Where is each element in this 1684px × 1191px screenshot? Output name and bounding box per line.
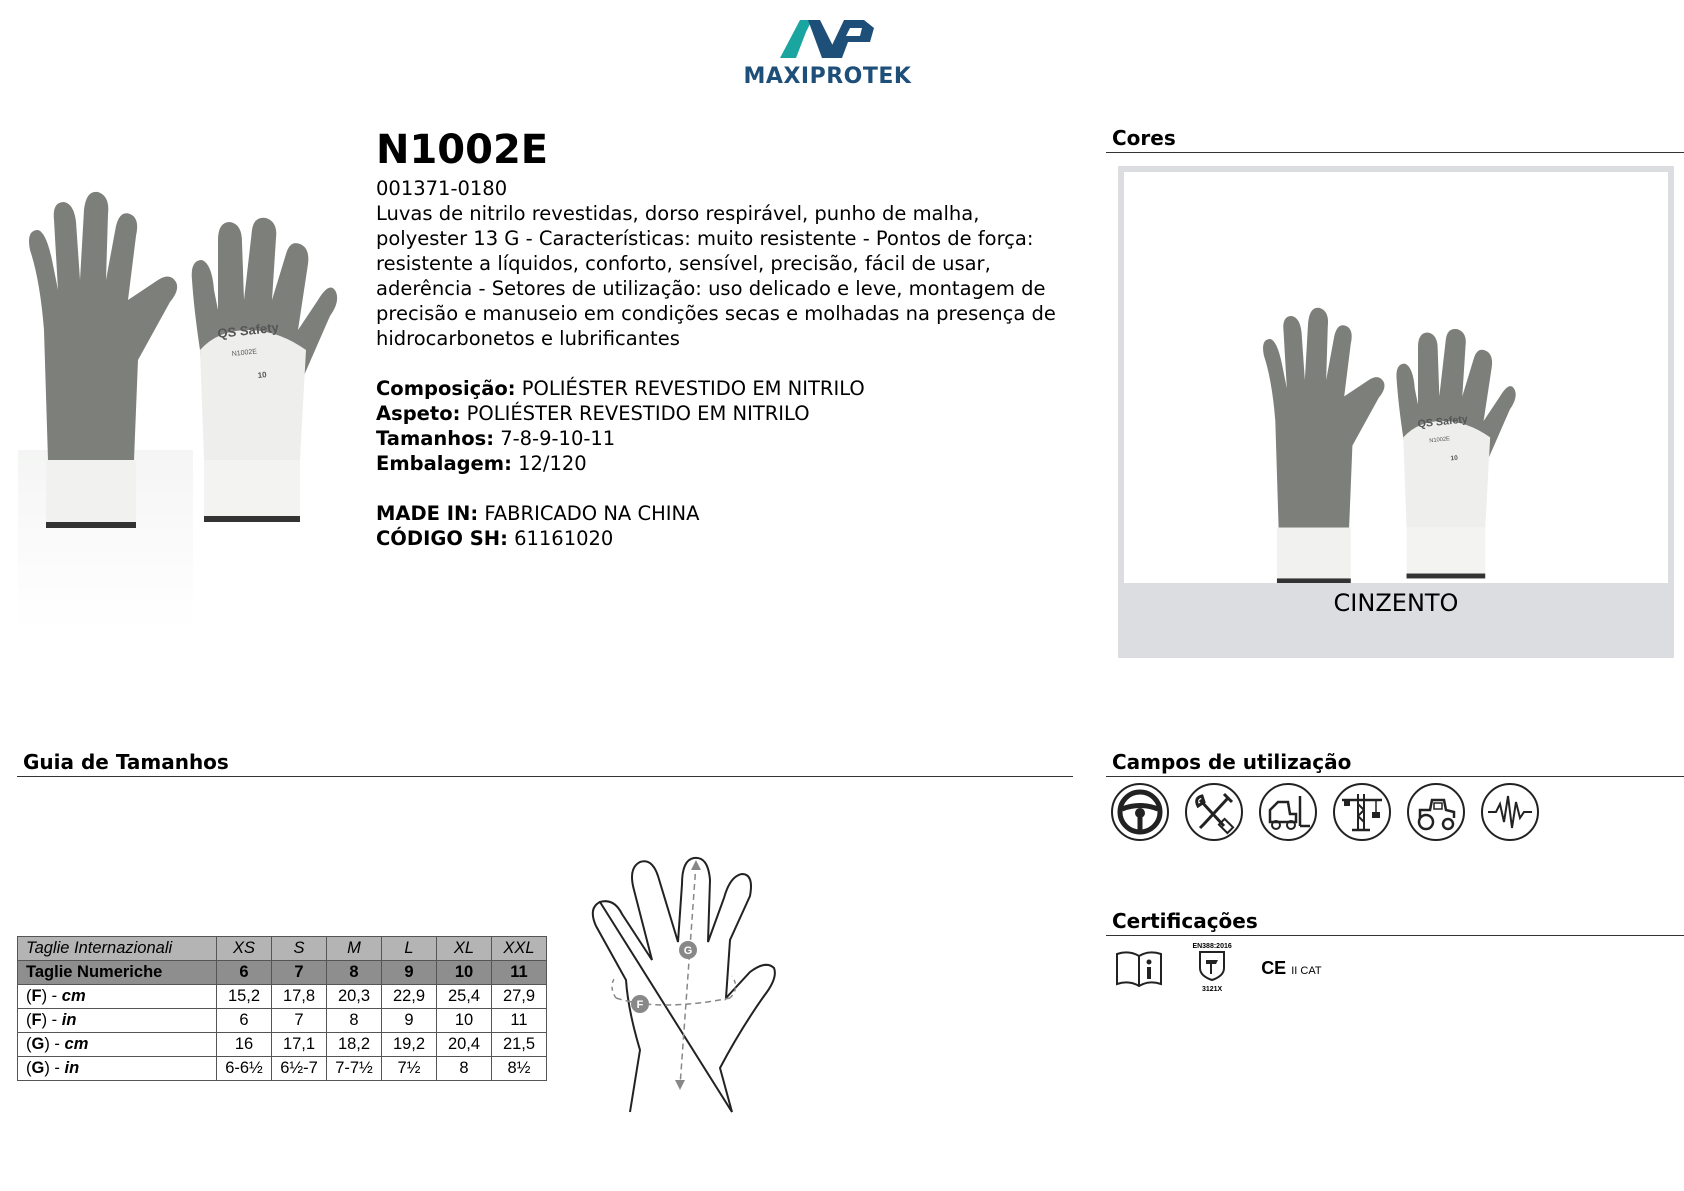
ce-category: II CAT bbox=[1291, 964, 1322, 977]
section-cores-title: Cores bbox=[1106, 126, 1684, 153]
certification-icons bbox=[1115, 943, 1346, 1003]
info-manual-icon bbox=[1115, 948, 1163, 988]
spec-tamanhos: Tamanhos: 7-8-9-10-11 bbox=[376, 427, 616, 450]
en388-code: 3121X bbox=[1201, 986, 1223, 993]
size-table bbox=[17, 936, 547, 1081]
color-swatch-image bbox=[1124, 172, 1668, 583]
tools-icon bbox=[1184, 782, 1244, 842]
marker-g-icon bbox=[679, 941, 697, 959]
svg-text:F: F bbox=[636, 999, 644, 1011]
product-image bbox=[18, 130, 358, 630]
section-guia-title: Guia de Tamanhos bbox=[17, 750, 1073, 777]
usage-icons bbox=[1110, 782, 1549, 846]
product-info bbox=[376, 126, 1066, 551]
marker-f-icon bbox=[631, 995, 649, 1013]
vibration-icon bbox=[1480, 782, 1540, 842]
svg-text:N1002E: N1002E bbox=[1429, 436, 1451, 445]
color-card bbox=[1118, 166, 1674, 658]
section-campos-title: Campos de utilização bbox=[1106, 750, 1684, 777]
svg-text:QS Safety: QS Safety bbox=[216, 319, 280, 341]
hand-measure-diagram bbox=[580, 850, 800, 1130]
size-table-header-international: Taglie Internazionali XS S M L XL XXL bbox=[18, 937, 547, 961]
spec-aspeto: Aspeto: POLIÉSTER REVESTIDO EM NITRILO bbox=[376, 402, 810, 425]
svg-text:N1002E: N1002E bbox=[231, 348, 258, 358]
size-table-header-numeric: Taglie Numeriche 6 7 8 9 10 11 bbox=[18, 961, 547, 985]
brand-name: MAXIPROTEK bbox=[743, 64, 912, 89]
crane-icon bbox=[1332, 782, 1392, 842]
ce-mark bbox=[1261, 958, 1321, 979]
product-code: N1002E bbox=[376, 127, 549, 173]
maxiprotek-logo-icon bbox=[778, 18, 878, 60]
forklift-icon bbox=[1258, 782, 1318, 842]
svg-text:G: G bbox=[683, 945, 693, 957]
svg-text:10: 10 bbox=[257, 370, 268, 380]
glove-right bbox=[192, 218, 337, 522]
spec-composicao: Composição: POLIÉSTER REVESTIDO EM NITRILO bbox=[376, 377, 865, 400]
spec-embalagem: Embalagem: 12/120 bbox=[376, 452, 587, 475]
table-row: (G) - cm 16 17,1 18,2 19,2 20,4 21,5 bbox=[18, 1033, 547, 1057]
svg-text:10: 10 bbox=[1450, 454, 1459, 463]
table-row: (F) - cm 15,2 17,8 20,3 22,9 25,4 27,9 bbox=[18, 985, 547, 1009]
brand-logo bbox=[735, 18, 920, 98]
section-certificacoes-title: Certificações bbox=[1106, 909, 1684, 936]
origin-made-in: MADE IN: FABRICADO NA CHINA bbox=[376, 502, 700, 525]
svg-text:QS Safety: QS Safety bbox=[1417, 413, 1469, 431]
origin-codigo-sh: CÓDIGO SH: 61161020 bbox=[376, 527, 614, 550]
color-name: CINZENTO bbox=[1333, 589, 1459, 617]
en388-standard: EN388:2016 bbox=[1192, 943, 1232, 950]
tractor-icon bbox=[1406, 782, 1466, 842]
product-description: Luvas de nitrilo revestidas, dorso respirável, punho de malha, polyester 13 G - Características: muito resistente - Pontos de força: resistente a líquidos, conforto, sensível, precisão, fácil de usar, aderência - Setores de utilização: uso delicado e leve, montagem de precisão e manuseio em condições secas e molhadas na presença de hidrocarbonetos e lubrificantes bbox=[376, 202, 1056, 350]
table-row: (F) - in 6 7 8 9 10 11 bbox=[18, 1009, 547, 1033]
hammer-shield-icon bbox=[1192, 950, 1232, 982]
product-reference: 001371-0180 bbox=[376, 177, 508, 200]
table-row: (G) - in 6-6½ 6½-7 7-7½ 7½ 8 8½ bbox=[18, 1057, 547, 1081]
en388-badge bbox=[1192, 943, 1232, 993]
steering-wheel-icon bbox=[1110, 782, 1170, 842]
ce-mark-label: CE bbox=[1261, 957, 1287, 978]
